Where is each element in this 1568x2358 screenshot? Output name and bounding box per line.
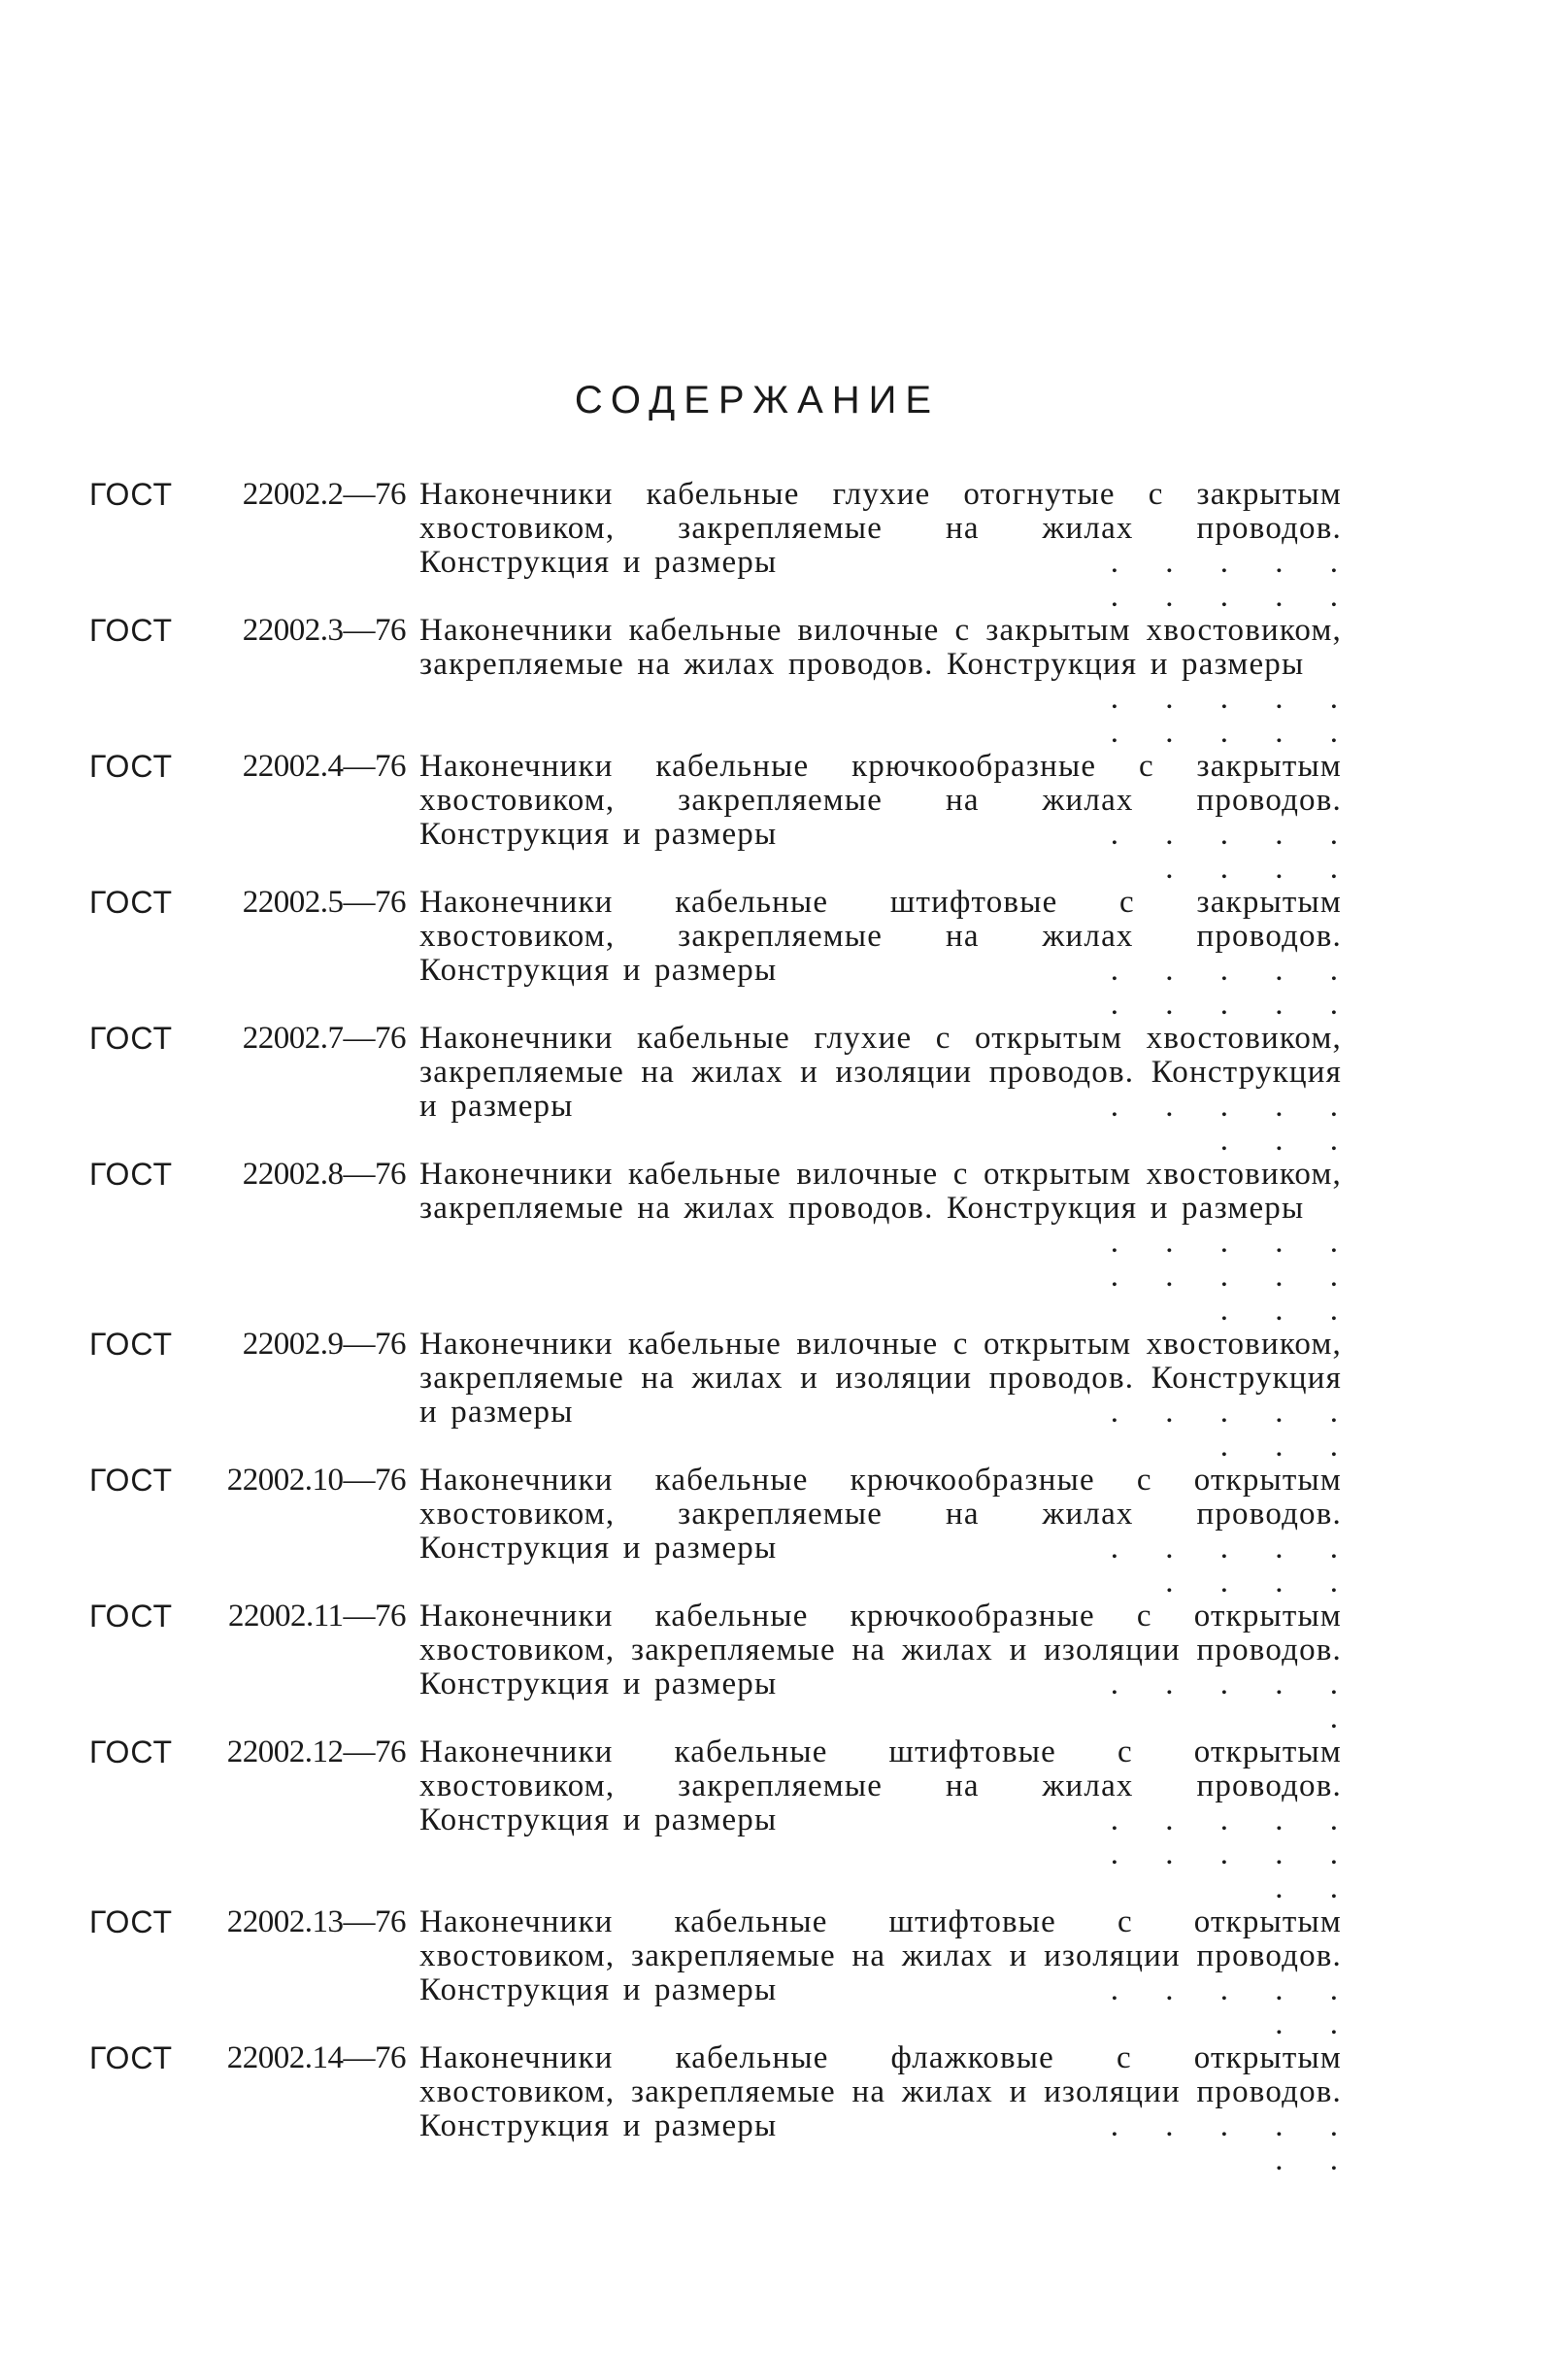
standard-prefix: ГОСТ xyxy=(89,1463,174,1498)
dot-leader: . . . . . . . . . . xyxy=(1110,681,1355,750)
dot-leader: . . . . . . . . . . xyxy=(1110,545,1355,614)
dot-leader: . . . . . . . xyxy=(1110,2108,1355,2177)
table-of-contents xyxy=(89,477,1355,2177)
standard-prefix: ГОСТ xyxy=(89,1904,174,1939)
standard-number: 22002.11—76 xyxy=(227,1599,406,1634)
standard-number: 22002.3—76 xyxy=(242,613,406,648)
standard-number: 22002.13—76 xyxy=(226,1904,406,1939)
entry-description xyxy=(419,2040,1355,2177)
toc-entry xyxy=(89,1735,1355,1905)
toc-entry xyxy=(89,477,1355,614)
standard-prefix: ГОСТ xyxy=(89,1021,174,1056)
entry-description xyxy=(419,1157,1355,1328)
standard-prefix: ГОСТ xyxy=(89,1327,174,1362)
dot-leader: . . . . . . . . . xyxy=(1110,1531,1355,1600)
standard-prefix: ГОСТ xyxy=(89,1735,174,1769)
dot-leader: . . . . . . . . . . xyxy=(1110,953,1355,1022)
standard-number: 22002.5—76 xyxy=(242,885,406,920)
entry-description xyxy=(419,1904,1355,2041)
standard-prefix: ГОСТ xyxy=(89,1599,174,1634)
entry-description xyxy=(419,613,1355,750)
standard-number: 22002.14—76 xyxy=(226,2040,406,2075)
standard-prefix: ГОСТ xyxy=(89,613,174,648)
entry-text: Наконечники кабельные флажковые с открытым хвостовиком, закрепляемые на жилах и изоляции проводов. Конструкция и размеры xyxy=(419,2040,1342,2143)
entry-description xyxy=(419,1463,1355,1600)
page-title: СОДЕРЖАНИЕ xyxy=(574,379,941,421)
standard-number: 22002.12—76 xyxy=(226,1735,406,1769)
entry-text: Наконечники кабельные глухие с открытым хвостовиком, закрепляемые на жилах и изоляции проводов. Конструкция и размеры xyxy=(419,1021,1342,1124)
toc-entry xyxy=(89,613,1355,750)
toc-entry xyxy=(89,1327,1355,1464)
entry-text: Наконечники кабельные крючкообразные с открытым хвостовиком, закрепляемые на жилах и изоляции проводов. Конструкция и размеры xyxy=(419,1599,1342,1701)
entry-text: Наконечники кабельные крючкообразные с закрытым хвостовиком, закрепляемые на жилах проводов. Конструкция и размеры xyxy=(419,749,1342,852)
standard-prefix: ГОСТ xyxy=(89,477,174,512)
toc-entry xyxy=(89,2040,1355,2177)
dot-leader: . . . . . . . . . xyxy=(1110,817,1355,886)
standard-prefix: ГОСТ xyxy=(89,749,174,784)
standard-prefix: ГОСТ xyxy=(89,1157,174,1192)
entry-text: Наконечники кабельные вилочные с закрытым хвостовиком, закрепляемые на жилах проводов. Конструкция и размеры xyxy=(419,613,1342,682)
entry-text: Наконечники кабельные вилочные с открытым хвостовиком, закрепляемые на жилах и изоляции проводов. Конструкция и размеры xyxy=(419,1327,1342,1430)
toc-entry xyxy=(89,749,1355,886)
dot-leader: . . . . . . . . xyxy=(1110,1089,1355,1158)
entry-description xyxy=(419,749,1355,886)
standard-number: 22002.9—76 xyxy=(242,1327,406,1362)
toc-entry xyxy=(89,1157,1355,1328)
standard-number: 22002.8—76 xyxy=(242,1157,406,1192)
dot-leader: . . . . . . . xyxy=(1110,1972,1355,2041)
dot-leader: . . . . . . . . . . . . . xyxy=(1110,1225,1355,1328)
entry-text: Наконечники кабельные вилочные с открытым хвостовиком, закрепляемые на жилах проводов. Конструкция и размеры xyxy=(419,1157,1342,1226)
dot-leader: . . . . . . . . xyxy=(1110,1395,1355,1464)
dot-leader: . . . . . . . . . . . . xyxy=(1110,1802,1355,1905)
entry-text: Наконечники кабельные штифтовые с открытым хвостовиком, закрепляемые на жилах и изоляции проводов. Конструкция и размеры xyxy=(419,1904,1342,2007)
entry-text: Наконечники кабельные крючкообразные с открытым хвостовиком, закрепляемые на жилах проводов. Конструкция и размеры xyxy=(419,1463,1342,1566)
toc-entry xyxy=(89,1599,1355,1735)
entry-description xyxy=(419,1021,1355,1158)
standard-number: 22002.4—76 xyxy=(242,749,406,784)
entry-description xyxy=(419,1599,1355,1735)
entry-text: Наконечники кабельные штифтовые с открытым хвостовиком, закрепляемые на жилах проводов. Конструкция и размеры xyxy=(419,1735,1342,1837)
toc-entry xyxy=(89,1021,1355,1158)
toc-entry xyxy=(89,885,1355,1022)
entry-description xyxy=(419,885,1355,1022)
entry-description xyxy=(419,477,1355,614)
entry-description xyxy=(419,1327,1355,1464)
entry-description xyxy=(419,1735,1355,1905)
toc-entry xyxy=(89,1463,1355,1600)
dot-leader: . . . . . . xyxy=(1110,1667,1355,1735)
toc-entry xyxy=(89,1904,1355,2041)
entry-text: Наконечники кабельные глухие отогнутые с закрытым хвостовиком, закрепляемые на жилах проводов. Конструкция и размеры xyxy=(419,477,1342,580)
standard-prefix: ГОСТ xyxy=(89,2040,174,2075)
standard-number: 22002.10—76 xyxy=(226,1463,406,1498)
standard-prefix: ГОСТ xyxy=(89,885,174,920)
standard-number: 22002.7—76 xyxy=(242,1021,406,1056)
standard-number: 22002.2—76 xyxy=(242,477,406,512)
entry-text: Наконечники кабельные штифтовые с закрытым хвостовиком, закрепляемые на жилах проводов. Конструкция и размеры xyxy=(419,885,1342,988)
